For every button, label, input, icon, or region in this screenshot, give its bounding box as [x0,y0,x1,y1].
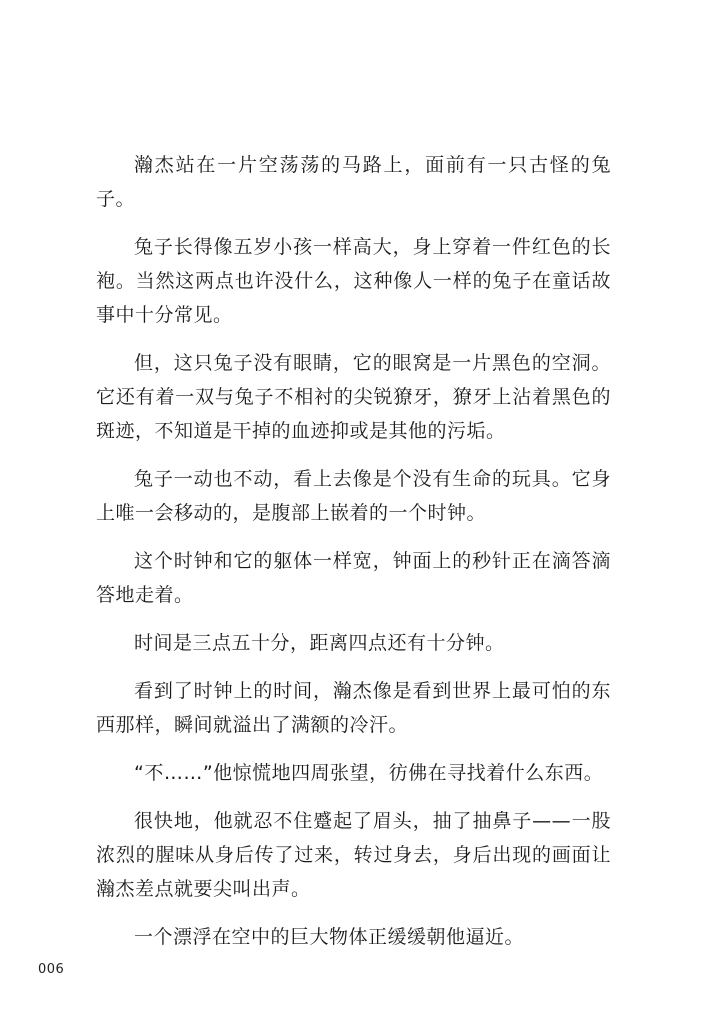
paragraph: 一个漂浮在空中的巨大物体正缓缓朝他逼近。 [134,926,525,948]
body-text [96,148,611,968]
paragraph: 但，这只兔子没有眼睛，它的眼窝是一片黑色的空洞。它还有着一双与兔子不相衬的尖锐獠牙，獠牙上沾着黑色的斑迹，不知道是干掉的血迹抑或是其他的污垢。 [96,352,611,442]
paragraph: “不……”他惊慌地四周张望，彷佛在寻找着什么东西。 [134,762,604,784]
paragraph: 兔子长得像五岁小孩一样高大，身上穿着一件红色的长袍。当然这两点也许没什么，这种像人一样的兔子在童话故事中十分常见。 [96,236,611,326]
paragraph: 时间是三点五十分，距离四点还有十分钟。 [134,632,505,654]
paragraph: 很快地，他就忍不住蹙起了眉头，抽了抽鼻子——一股浓烈的腥味从身后传了过来，转过身去，身后出现的画面让瀚杰差点就要尖叫出声。 [96,810,611,900]
page-number: 006 [38,962,65,977]
paragraph: 看到了时钟上的时间，瀚杰像是看到世界上最可怕的东西那样，瞬间就溢出了满额的冷汗。 [96,680,611,736]
paragraph: 兔子一动也不动，看上去像是个没有生命的玩具。它身上唯一会移动的，是腹部上嵌着的一个时钟。 [96,468,611,524]
paragraph: 这个时钟和它的躯体一样宽，钟面上的秒针正在滴答滴答地走着。 [96,550,611,606]
paragraph: 瀚杰站在一片空荡荡的马路上，面前有一只古怪的兔子。 [96,154,611,210]
